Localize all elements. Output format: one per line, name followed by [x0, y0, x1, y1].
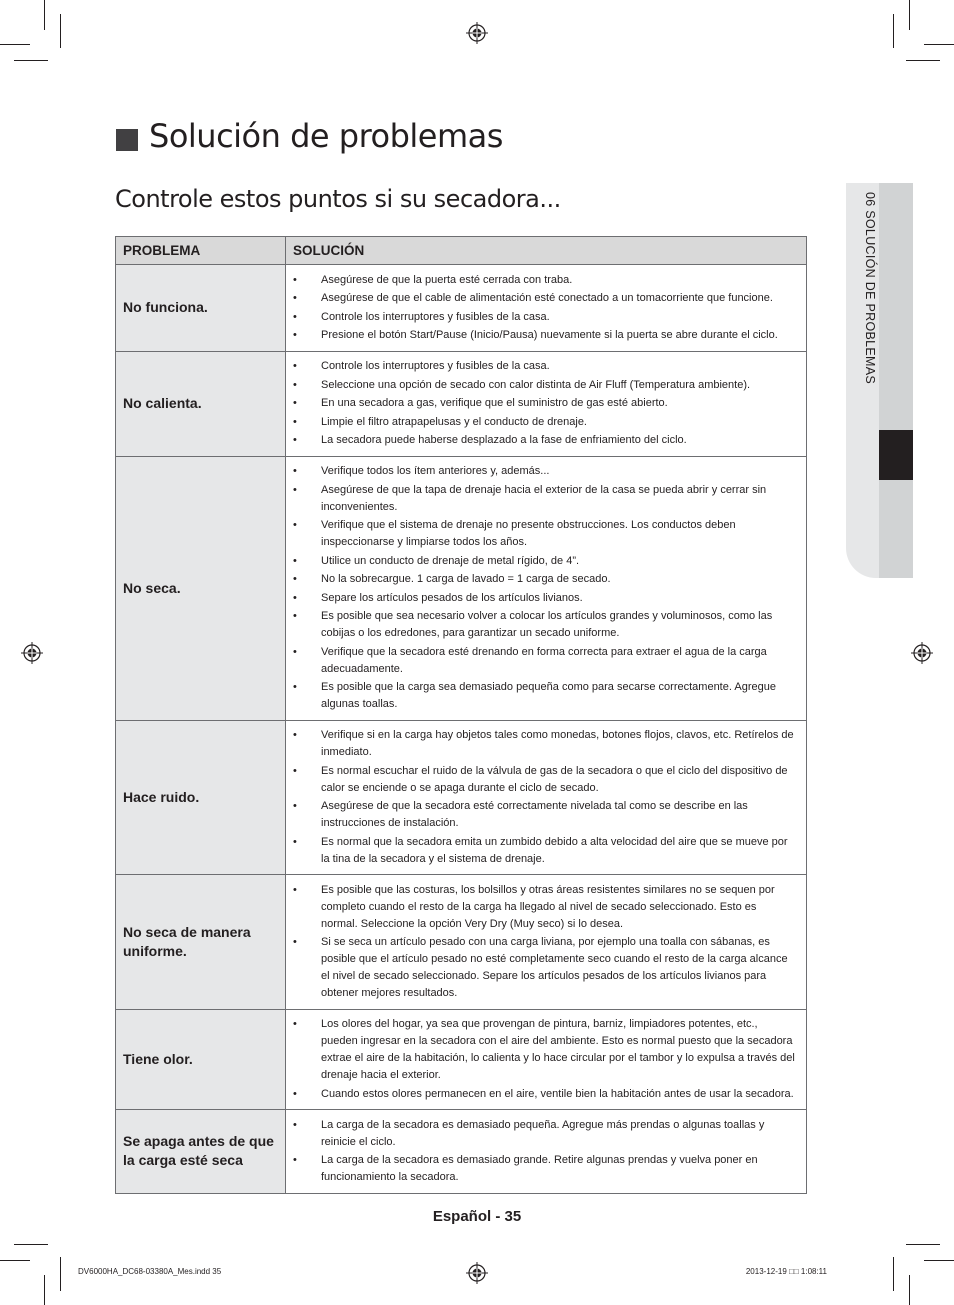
- crop-mark: [0, 1260, 30, 1261]
- solution-cell: [286, 265, 807, 352]
- crop-mark: [60, 14, 61, 48]
- troubleshooting-table: [115, 236, 807, 1194]
- header-problem: PROBLEMA: [116, 237, 286, 265]
- crop-mark: [44, 1275, 45, 1305]
- solution-item: • Verifique si en la carga hay objetos tales como monedas, botones flojos, clavos, etc. Retírelos de inmediato.: [292, 727, 796, 761]
- solution-item: • Limpie el filtro atrapapelusas y el conducto de drenaje.: [292, 414, 796, 431]
- side-tab-strip: [879, 183, 913, 578]
- solution-cell: [286, 351, 807, 456]
- crop-mark: [60, 1257, 61, 1291]
- solution-item: • Asegúrese de que la puerta esté cerrada con traba.: [292, 272, 796, 289]
- solution-item: • Es normal escuchar el ruido de la válvula de gas de la secadora o que el ciclo del dispositivo de calor se enciende o se apaga durante el ciclo de secado.: [292, 763, 796, 797]
- section-title: Controle estos puntos si su secadora...: [115, 185, 561, 213]
- solution-cell: [286, 1110, 807, 1194]
- problem-cell: No seca.: [116, 456, 286, 720]
- solution-item: • Separe los artículos pesados de los artículos livianos.: [292, 590, 796, 607]
- crop-mark: [893, 1257, 894, 1291]
- table-row: [116, 1110, 807, 1194]
- solution-item: • Controle los interruptores y fusibles de la casa.: [292, 309, 796, 326]
- solution-item: • Utilice un conducto de drenaje de metal rígido, de 4”.: [292, 553, 796, 570]
- solution-item: • Seleccione una opción de secado con calor distinta de Air Fluff (Temperatura ambiente).: [292, 377, 796, 394]
- solution-item: • Si se seca un artículo pesado con una carga liviana, por ejemplo una toalla con sábanas, es posible que el artículo pesado no esté completamente seco cuando el resto de la carga alcance el nivel de secado seleccionado. Separe los artículos pesados de los artículos livianos para obtener mejores resultados.: [292, 934, 796, 1002]
- registration-mark-icon: [21, 642, 43, 664]
- solution-item: • Los olores del hogar, ya sea que provengan de pintura, barniz, limpiadores potentes, etc., pueden ingresar en la secadora con el aire del ambiente. Esto es normal puesto que la secadora extrae el aire de la habitación, lo calienta y lo hace circular por el tambor y lo expulsa a través del drenaje hacia el exterior.: [292, 1016, 796, 1084]
- solution-item: • Es posible que las costuras, los bolsillos y otras áreas resistentes similares no se sequen por completo cuando el resto de la carga ha llegado al nivel de secado seleccionado. Esto es normal. Seleccione la opción Very Dry (Muy seco) si lo desea.: [292, 882, 796, 933]
- registration-mark-icon: [466, 1262, 488, 1284]
- crop-mark: [924, 44, 954, 45]
- crop-mark: [909, 0, 910, 30]
- registration-mark-icon: [911, 642, 933, 664]
- solution-cell: [286, 720, 807, 875]
- solution-item: • Cuando estos olores permanecen en el aire, ventile bien la habitación antes de usar la secadora.: [292, 1086, 796, 1103]
- table-row: [116, 720, 807, 875]
- crop-mark: [906, 60, 940, 61]
- problem-cell: No seca de manera uniforme.: [116, 875, 286, 1010]
- solution-item: • Asegúrese de que la secadora esté correctamente nivelada tal como se describe en las instrucciones de instalación.: [292, 798, 796, 832]
- solution-item: • Controle los interruptores y fusibles de la casa.: [292, 358, 796, 375]
- crop-mark: [906, 1244, 940, 1245]
- table-row: [116, 456, 807, 720]
- page-title: Solución de problemas: [149, 117, 503, 155]
- problem-cell: No calienta.: [116, 351, 286, 456]
- solution-cell: [286, 1009, 807, 1110]
- side-tab-label: 06 SOLUCIÓN DE PROBLEMAS: [863, 192, 877, 384]
- crop-mark: [924, 1260, 954, 1261]
- solution-cell: [286, 875, 807, 1010]
- solution-item: • La secadora puede haberse desplazado a la fase de enfriamiento del ciclo.: [292, 432, 796, 449]
- solution-item: • La carga de la secadora es demasiado pequeña. Agregue más prendas o algunas toallas y reinicie el ciclo.: [292, 1117, 796, 1151]
- crop-mark: [14, 60, 48, 61]
- problem-cell: No funciona.: [116, 265, 286, 352]
- page-number: Español - 35: [432, 1208, 522, 1225]
- solution-item: • Es posible que sea necesario volver a colocar los artículos grandes y voluminosos, como las cobijas o los edredones, para garantizar un secado uniforme.: [292, 608, 796, 642]
- solution-item: • En una secadora a gas, verifique que el suministro de gas esté abierto.: [292, 395, 796, 412]
- table-row: [116, 265, 807, 352]
- solution-item: • Asegúrese de que el cable de alimentación esté conectado a un tomacorriente que funcione.: [292, 290, 796, 307]
- solution-item: • Es posible que la carga sea demasiado pequeña como para secarse correctamente. Agregue algunas toallas.: [292, 679, 796, 713]
- solution-item: • Verifique que la secadora esté drenando en forma correcta para extraer el agua de la carga adecuadamente.: [292, 644, 796, 678]
- problem-cell: Tiene olor.: [116, 1009, 286, 1110]
- side-tab-marker: [879, 430, 913, 480]
- problem-cell: Hace ruido.: [116, 720, 286, 875]
- table-row: [116, 1009, 807, 1110]
- print-slug-filename: DV6000HA_DC68-03380A_Mes.indd 35: [78, 1267, 222, 1276]
- table-header-row: [116, 237, 807, 265]
- table-row: [116, 351, 807, 456]
- solution-item: • Verifique que el sistema de drenaje no presente obstrucciones. Los conductos deben inspeccionarse y limpiarse todos los años.: [292, 517, 796, 551]
- registration-mark-icon: [466, 22, 488, 44]
- solution-item: • La carga de la secadora es demasiado grande. Retire algunas prendas y vuelva poner en funcionamiento la secadora.: [292, 1152, 796, 1186]
- solution-item: • Verifique todos los ítem anteriores y, además...: [292, 463, 796, 480]
- solution-cell: [286, 456, 807, 720]
- solution-item: • Asegúrese de que la tapa de drenaje hacia el exterior de la casa se pueda abrir y cerrar sin inconvenientes.: [292, 482, 796, 516]
- table-row: [116, 875, 807, 1010]
- crop-mark: [909, 1275, 910, 1305]
- title-square-icon: [116, 129, 138, 151]
- problem-cell: Se apaga antes de que la carga esté seca: [116, 1110, 286, 1194]
- crop-mark: [44, 0, 45, 30]
- solution-item: • Es normal que la secadora emita un zumbido debido a alta velocidad del aire que se mueve por la tina de la secadora y el sistema de drenaje.: [292, 834, 796, 868]
- header-solution: SOLUCIÓN: [286, 237, 807, 265]
- crop-mark: [14, 1244, 48, 1245]
- crop-mark: [893, 14, 894, 48]
- print-slug-timestamp: 2013-12-19 □□ 1:08:11: [745, 1267, 827, 1276]
- solution-item: • No la sobrecargue. 1 carga de lavado = 1 carga de secado.: [292, 571, 796, 588]
- crop-mark: [0, 44, 30, 45]
- solution-item: • Presione el botón Start/Pause (Inicio/Pausa) nuevamente si la puerta se abre durante el ciclo.: [292, 327, 796, 344]
